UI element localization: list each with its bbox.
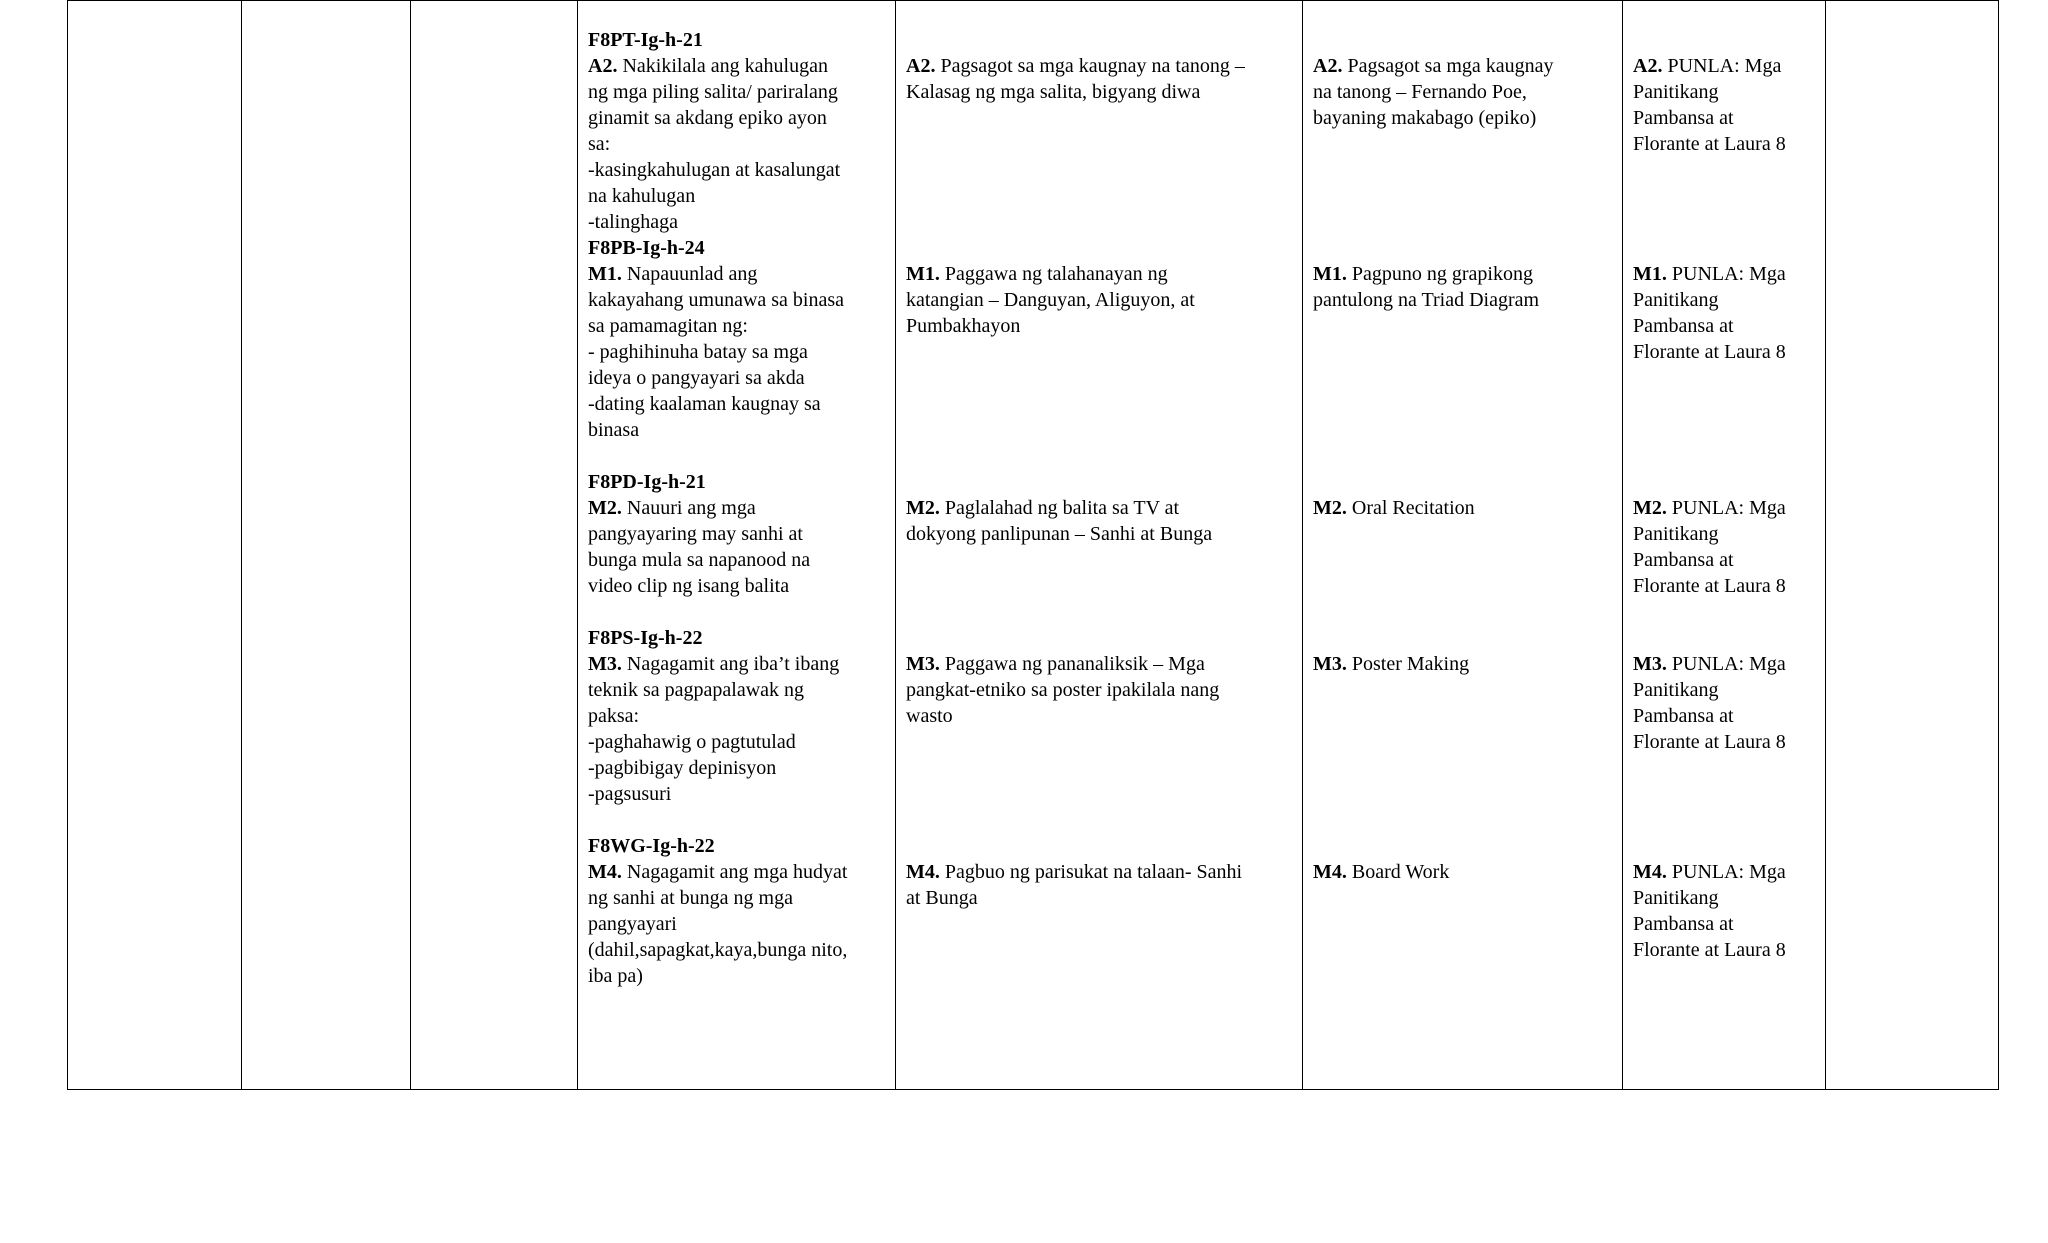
- entry-text: kakayahang umunawa sa binasa: [588, 289, 845, 311]
- entry-line: [1313, 287, 1612, 313]
- entry-line: [1633, 287, 1815, 313]
- empty-cell-8: [1826, 1, 1999, 1090]
- entry-line: [906, 521, 1292, 547]
- entry-text: Nagagamit ang mga hudyat: [626, 861, 848, 883]
- entry-line: [588, 495, 885, 521]
- entry-line: [588, 729, 885, 755]
- entry-line: [1313, 859, 1612, 885]
- entry-line: [588, 183, 885, 209]
- entry-text: binasa: [588, 419, 640, 441]
- entry-line: [588, 287, 885, 313]
- empty-cell-1: [68, 1, 242, 1090]
- entry-text: Pambansa at: [1633, 315, 1734, 337]
- entry-line: [1633, 131, 1815, 157]
- entry-text: Florante at Laura 8: [1633, 341, 1786, 363]
- entry-text: na tanong – Fernando Poe,: [1313, 81, 1527, 103]
- entry-text: na kahulugan: [588, 185, 696, 207]
- entry-tag: M1.: [588, 263, 622, 285]
- entry-line: [1633, 105, 1815, 131]
- resources-cell: [1623, 1, 1826, 1090]
- entry-text: bayaning makabago (epiko): [1313, 107, 1537, 129]
- entry-line: [906, 651, 1292, 677]
- entry-text: Kalasag ng mga salita, bigyang diwa: [906, 81, 1201, 103]
- entry-line: [1313, 53, 1612, 79]
- entry-tag: A2.: [588, 55, 618, 77]
- entry-text: pantulong na Triad Diagram: [1313, 289, 1540, 311]
- entry-line: [1633, 313, 1815, 339]
- entry-line: [588, 573, 885, 599]
- entry-text: Pambansa at: [1633, 107, 1734, 129]
- assessment-entry: [1313, 833, 1612, 963]
- entry-line: [588, 157, 885, 183]
- entry-line: [588, 53, 885, 79]
- resource-entry: [1633, 27, 1815, 235]
- activitie-entry: [906, 469, 1292, 625]
- entry-line: [906, 313, 1292, 339]
- entry-text: PUNLA: Mga: [1671, 861, 1786, 883]
- entry-text: at Bunga: [906, 887, 978, 909]
- entry-line: [1633, 79, 1815, 105]
- curriculum-table: [67, 0, 1999, 1090]
- entry-text: -pagsusuri: [588, 783, 672, 805]
- entry-line: [1313, 79, 1612, 105]
- entry-text: Oral Recitation: [1351, 497, 1475, 519]
- resource-entry: [1633, 469, 1815, 625]
- resource-entry: [1633, 625, 1815, 833]
- entry-line: [906, 287, 1292, 313]
- entry-tag: M1.: [1633, 263, 1667, 285]
- activitie-entry: [906, 833, 1292, 963]
- entry-line: [1633, 937, 1815, 963]
- entry-text: teknik sa pagpapalawak ng: [588, 679, 805, 701]
- entry-line: [906, 677, 1292, 703]
- assessment-entry: [1313, 469, 1612, 625]
- entry-line: [906, 79, 1292, 105]
- entry-tag: A2.: [906, 55, 936, 77]
- assessment-entry: [1313, 27, 1612, 235]
- competencie-entry: [588, 833, 885, 987]
- entry-line: [588, 651, 885, 677]
- assessment-entry: [1313, 625, 1612, 833]
- entry-text: Pagsagot sa mga kaugnay: [1347, 55, 1554, 77]
- entry-text: Panitikang: [1633, 289, 1719, 311]
- entry-line: [1633, 339, 1815, 365]
- activity-list: [906, 27, 1292, 963]
- entry-line: [588, 937, 885, 963]
- competency-code: F8PT-Ig-h-21: [588, 29, 703, 51]
- entry-text: bunga mula sa napanood na: [588, 549, 811, 571]
- entry-text: PUNLA: Mga: [1667, 55, 1782, 77]
- entry-text: katangian – Danguyan, Aliguyon, at: [906, 289, 1195, 311]
- entry-text: pangkat-etniko sa poster ipakilala nang: [906, 679, 1220, 701]
- entry-line: [1633, 911, 1815, 937]
- entry-text: wasto: [906, 705, 953, 727]
- entry-line: [588, 521, 885, 547]
- entry-line: [1633, 859, 1815, 885]
- empty-cell-3: [411, 1, 578, 1090]
- entry-text: PUNLA: Mga: [1671, 497, 1786, 519]
- entry-line: [588, 79, 885, 105]
- entry-text: - paghihinuha batay sa mga: [588, 341, 808, 363]
- entry-line: [588, 755, 885, 781]
- entry-line: [1313, 105, 1612, 131]
- entry-line: [588, 547, 885, 573]
- entry-line: [588, 781, 885, 807]
- entry-text: Florante at Laura 8: [1633, 575, 1786, 597]
- entry-text: ng sanhi at bunga ng mga: [588, 887, 793, 909]
- entry-text: Florante at Laura 8: [1633, 133, 1786, 155]
- entry-line: [1313, 495, 1612, 521]
- assessments-cell: [1303, 1, 1623, 1090]
- entry-line: [588, 365, 885, 391]
- assessment-list: [1313, 27, 1612, 963]
- competency-code: F8WG-Ig-h-22: [588, 835, 715, 857]
- competencie-entry: [588, 27, 885, 235]
- entry-line: [906, 261, 1292, 287]
- entry-text: Pagsagot sa mga kaugnay na tanong –: [940, 55, 1245, 77]
- entry-tag: M2.: [1313, 497, 1347, 519]
- competency-code: F8PD-Ig-h-21: [588, 471, 706, 493]
- entry-text: Florante at Laura 8: [1633, 731, 1786, 753]
- entry-text: -dating kaalaman kaugnay sa: [588, 393, 821, 415]
- entry-text: ng mga piling salita/ pariralang: [588, 81, 838, 103]
- competencie-entry: [588, 625, 885, 833]
- entry-line: [906, 495, 1292, 521]
- entry-text: paksa:: [588, 705, 640, 727]
- entry-tag: M3.: [1633, 653, 1667, 675]
- activitie-entry: [906, 27, 1292, 235]
- entry-tag: A2.: [1633, 55, 1663, 77]
- entry-line: [1633, 729, 1815, 755]
- entry-tag: M2.: [1633, 497, 1667, 519]
- entry-line: [1633, 547, 1815, 573]
- entry-tag: M2.: [906, 497, 940, 519]
- entry-line: [588, 131, 885, 157]
- entry-text: Paggawa ng pananaliksik – Mga: [944, 653, 1205, 675]
- entry-text: sa:: [588, 133, 611, 155]
- entry-line: [588, 209, 885, 235]
- entry-line: [906, 859, 1292, 885]
- entry-line: [588, 417, 885, 443]
- entry-text: Florante at Laura 8: [1633, 939, 1786, 961]
- activitie-entry: [906, 625, 1292, 833]
- entry-line: [588, 313, 885, 339]
- entry-line: [1633, 703, 1815, 729]
- entry-line: [1313, 261, 1612, 287]
- entry-line: [1633, 677, 1815, 703]
- empty-cell-2: [242, 1, 411, 1090]
- entry-text: Pagbuo ng parisukat na talaan- Sanhi: [944, 861, 1243, 883]
- entry-text: Board Work: [1351, 861, 1450, 883]
- entry-tag: M4.: [588, 861, 622, 883]
- entry-text: Nakikilala ang kahulugan: [622, 55, 828, 77]
- entry-text: ginamit sa akdang epiko ayon: [588, 107, 827, 129]
- entry-tag: M4.: [906, 861, 940, 883]
- entry-text: -paghahawig o pagtutulad: [588, 731, 796, 753]
- entry-text: video clip ng isang balita: [588, 575, 790, 597]
- entry-line: [1633, 261, 1815, 287]
- entry-text: -kasingkahulugan at kasalungat: [588, 159, 841, 181]
- entry-tag: M2.: [588, 497, 622, 519]
- competencie-entry: [588, 469, 885, 625]
- entry-tag: M3.: [906, 653, 940, 675]
- entry-text: (dahil,sapagkat,kaya,bunga nito,: [588, 939, 848, 961]
- entry-text: dokyong panlipunan – Sanhi at Bunga: [906, 523, 1213, 545]
- resource-entry: [1633, 833, 1815, 963]
- entry-text: ideya o pangyayari sa akda: [588, 367, 805, 389]
- entry-line: [588, 963, 885, 989]
- entry-text: Poster Making: [1351, 653, 1470, 675]
- entry-line: [906, 885, 1292, 911]
- entry-text: PUNLA: Mga: [1671, 263, 1786, 285]
- entry-line: [588, 261, 885, 287]
- entry-line: [1633, 651, 1815, 677]
- assessment-entry: [1313, 235, 1612, 469]
- competency-code: F8PS-Ig-h-22: [588, 627, 703, 649]
- entry-text: Panitikang: [1633, 81, 1719, 103]
- entry-line: [588, 339, 885, 365]
- entry-line: [1633, 495, 1815, 521]
- entry-text: pangyayaring may sanhi at: [588, 523, 803, 545]
- entry-line: [1633, 521, 1815, 547]
- entry-text: Nauuri ang mga: [626, 497, 756, 519]
- entry-line: [906, 703, 1292, 729]
- activities-cell: [896, 1, 1303, 1090]
- resource-list: [1633, 27, 1815, 963]
- entry-text: iba pa): [588, 965, 643, 987]
- entry-line: [588, 911, 885, 937]
- entry-text: Paglalahad ng balita sa TV at: [944, 497, 1180, 519]
- entry-text: Pambansa at: [1633, 549, 1734, 571]
- entry-text: Nagagamit ang iba’t ibang: [626, 653, 840, 675]
- competencies-cell: [578, 1, 896, 1090]
- entry-text: sa pamamagitan ng:: [588, 315, 748, 337]
- entry-text: Pambansa at: [1633, 913, 1734, 935]
- entry-line: [588, 885, 885, 911]
- entry-line: [1633, 53, 1815, 79]
- entry-text: pangyayari: [588, 913, 677, 935]
- entry-tag: M4.: [1313, 861, 1347, 883]
- entry-text: Napauunlad ang: [626, 263, 758, 285]
- competency-code: F8PB-Ig-h-24: [588, 237, 705, 259]
- entry-tag: M3.: [1313, 653, 1347, 675]
- entry-line: [1313, 651, 1612, 677]
- table-row: [68, 1, 1999, 1090]
- entry-tag: M1.: [906, 263, 940, 285]
- activitie-entry: [906, 235, 1292, 469]
- entry-text: -talinghaga: [588, 211, 678, 233]
- entry-line: [588, 677, 885, 703]
- entry-line: [906, 53, 1292, 79]
- entry-text: PUNLA: Mga: [1671, 653, 1786, 675]
- competencie-entry: [588, 235, 885, 469]
- entry-text: Pumbakhayon: [906, 315, 1021, 337]
- entry-line: [1633, 885, 1815, 911]
- entry-line: [588, 859, 885, 885]
- competency-list: [588, 27, 885, 987]
- entry-tag: M3.: [588, 653, 622, 675]
- entry-text: Pambansa at: [1633, 705, 1734, 727]
- entry-tag: A2.: [1313, 55, 1343, 77]
- entry-text: Paggawa ng talahanayan ng: [944, 263, 1168, 285]
- entry-line: [588, 703, 885, 729]
- entry-text: Panitikang: [1633, 887, 1719, 909]
- entry-text: -pagbibigay depinisyon: [588, 757, 777, 779]
- entry-text: Panitikang: [1633, 679, 1719, 701]
- entry-line: [588, 105, 885, 131]
- entry-tag: M4.: [1633, 861, 1667, 883]
- entry-line: [1633, 573, 1815, 599]
- entry-tag: M1.: [1313, 263, 1347, 285]
- resource-entry: [1633, 235, 1815, 469]
- entry-line: [588, 391, 885, 417]
- entry-text: Pagpuno ng grapikong: [1351, 263, 1533, 285]
- entry-text: Panitikang: [1633, 523, 1719, 545]
